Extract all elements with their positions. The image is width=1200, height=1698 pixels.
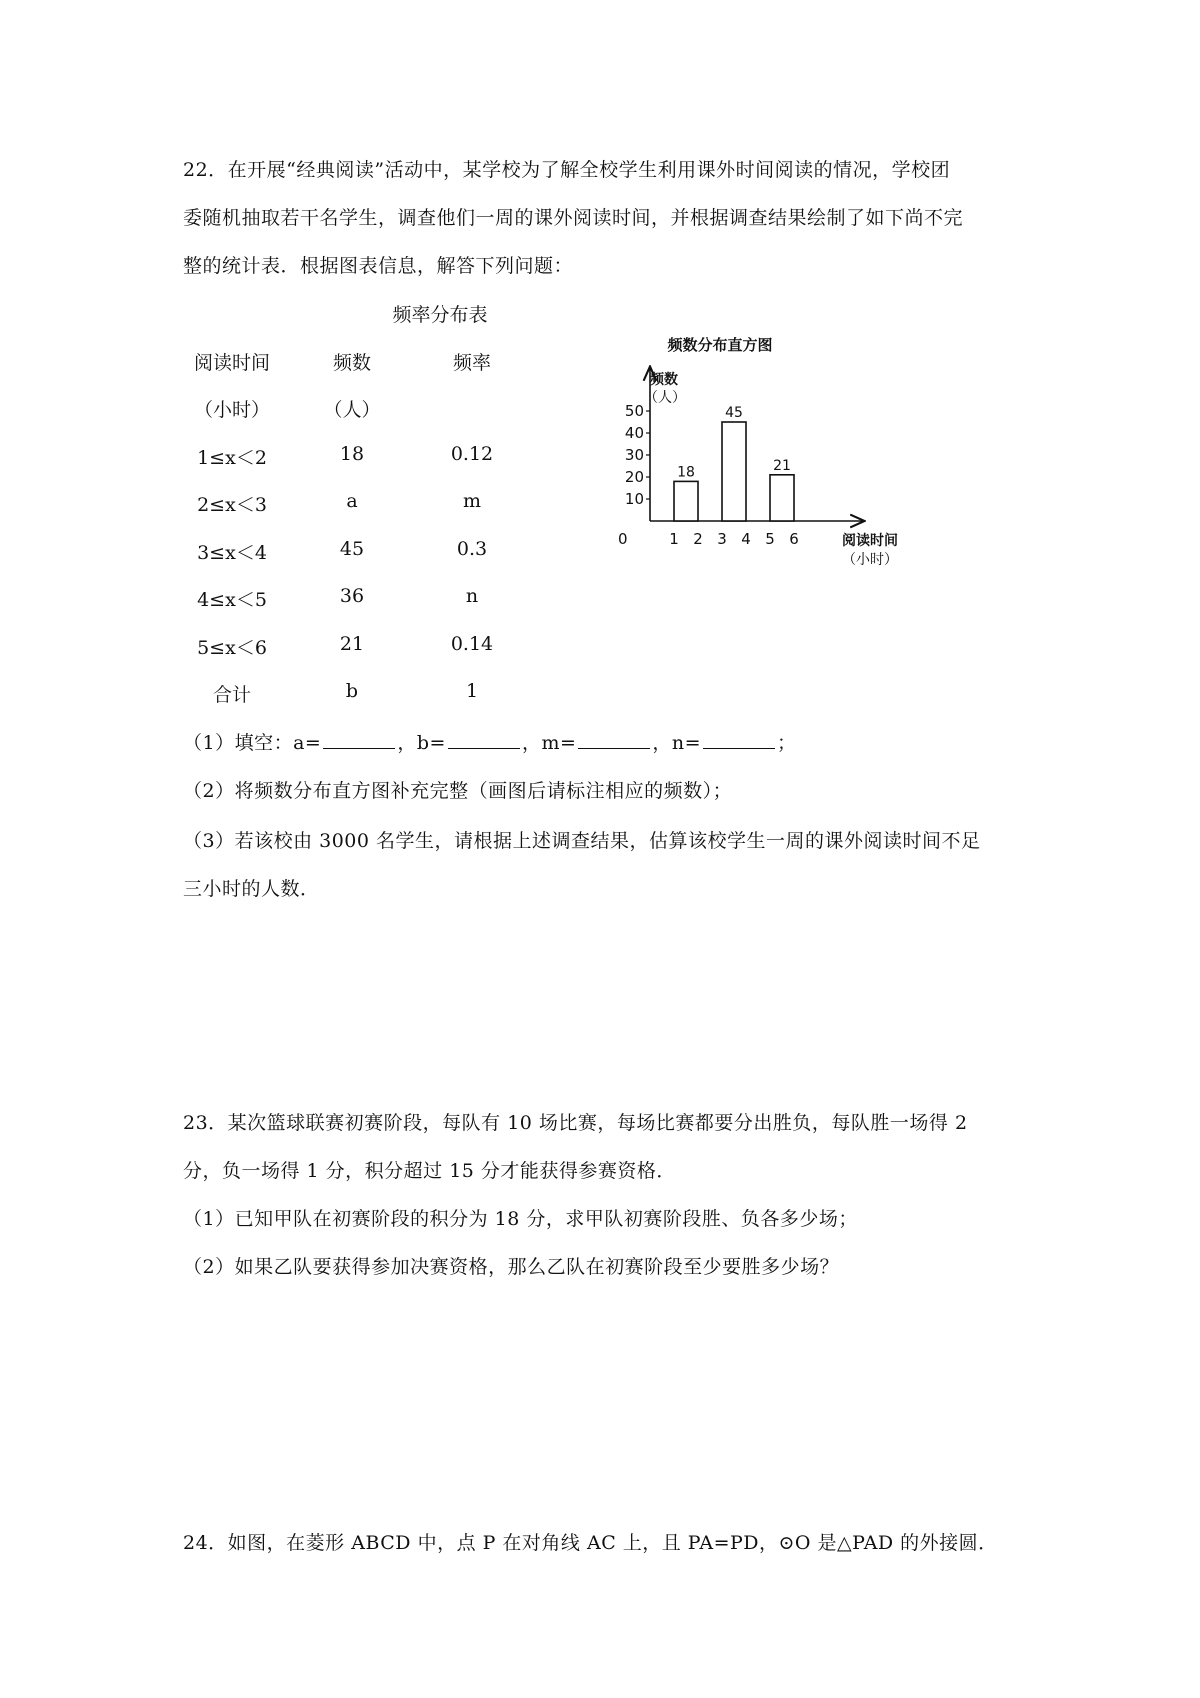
y-tick-label: 10 (624, 490, 644, 508)
table-cell: 18 (339, 443, 365, 465)
table-cell: a (346, 490, 358, 512)
q23-sub1: （1）已知甲队在初赛阶段的积分为 18 分，求甲队初赛阶段胜、负各多少场； (183, 1208, 858, 1230)
table-header-count: 频数 (332, 352, 371, 374)
sub1-prefix: （1）填空：a= (183, 732, 322, 754)
answer-blank-n[interactable] (703, 730, 775, 749)
x-axis-label: 阅读时间 (842, 533, 898, 549)
table-title: 频率分布表 (392, 304, 488, 326)
bar-value-label: 45 (725, 405, 743, 421)
table-header-freq: 频率 (452, 352, 491, 374)
table-cell: 0.3 (456, 538, 488, 560)
y-tick-label: 40 (624, 424, 644, 442)
sub1-b-label: ，b= (397, 732, 446, 754)
table-cell: 4≤x＜5 (197, 589, 267, 611)
histogram-bar (722, 422, 746, 521)
chart-title: 频数分布直方图 (667, 336, 773, 354)
y-tick-label: 50 (624, 402, 644, 420)
answer-blank-m[interactable] (578, 730, 650, 749)
y-ticks (625, 402, 650, 508)
y-axis-unit: （人） (644, 390, 686, 406)
q22-line-3: 整的统计表．根据图表信息，解答下列问题： (183, 255, 574, 277)
x-tick-label: 5 (765, 530, 775, 548)
table-cell: 45 (339, 538, 365, 560)
table-unit-count: （人） (323, 399, 381, 421)
frequency-histogram (620, 326, 920, 571)
q22-sub2: （2）将频数分布直方图补充完整（画图后请标注相应的频数）； (183, 780, 733, 802)
q22-line-1: 22．在开展“经典阅读”活动中，某学校为了解全校学生利用课外时间阅读的情况，学校团 (183, 159, 951, 181)
x-tick-label: 6 (789, 530, 799, 548)
q22-sub1 (183, 728, 797, 755)
q23-sub2: （2）如果乙队要获得参加决赛资格，那么乙队在初赛阶段至少要胜多少场？ (183, 1256, 840, 1278)
table-cell: 1≤x＜2 (197, 447, 267, 469)
q24-line-1: 24．如图，在菱形 ABCD 中，点 P 在对角线 AC 上，且 PA=PD，⊙O 是△PAD 的外接圆． (183, 1532, 998, 1554)
answer-blank-b[interactable] (448, 730, 520, 749)
x-tick-label: 2 (693, 530, 703, 548)
sub1-suffix: ； (777, 732, 797, 754)
x-tick-label: 4 (741, 530, 751, 548)
table-cell: 21 (339, 633, 365, 655)
origin-label: 0 (618, 530, 628, 548)
y-tick-label: 30 (624, 446, 644, 464)
bar-value-label: 21 (773, 457, 791, 474)
x-axis-unit: （小时） (842, 552, 898, 568)
table-cell: n (465, 585, 479, 607)
bars (674, 405, 794, 521)
q22-sub3-line-1: （3）若该校由 3000 名学生，请根据上述调查结果，估算该校学生一周的课外阅读时间不足 (183, 830, 981, 852)
table-cell: 5≤x＜6 (197, 637, 267, 659)
bar-value-label: 18 (677, 464, 695, 481)
x-ticks (669, 530, 799, 548)
table-cell: m (462, 490, 482, 512)
q22-sub3-line-2: 三小时的人数． (183, 878, 320, 900)
table-cell: 0.14 (450, 633, 494, 655)
q23-line-2: 分，负一场得 1 分，积分超过 15 分才能获得参赛资格． (183, 1160, 676, 1182)
y-axis-label: 频数 (650, 372, 678, 388)
table-cell: 36 (339, 585, 365, 607)
table-cell: b (345, 680, 359, 702)
answer-blank-a[interactable] (323, 730, 395, 749)
table-cell: 3≤x＜4 (197, 542, 267, 564)
table-header-time: 阅读时间 (193, 352, 270, 374)
table-unit-time: （小时） (193, 399, 270, 421)
table-cell: 0.12 (450, 443, 494, 465)
table-cell: 合计 (212, 684, 251, 706)
histogram-bar (674, 481, 698, 521)
table-cell: 1 (465, 680, 479, 702)
sub1-m-label: ，m= (521, 732, 577, 754)
table-cell: 2≤x＜3 (197, 494, 267, 516)
histogram-bar (770, 475, 794, 521)
q22-line-2: 委随机抽取若干名学生，调查他们一周的课外阅读时间，并根据调查结果绘制了如下尚不完 (183, 207, 964, 229)
x-tick-label: 1 (669, 530, 679, 548)
sub1-n-label: ，n= (652, 732, 702, 754)
q23-line-1: 23．某次篮球联赛初赛阶段，每队有 10 场比赛，每场比赛都要分出胜负，每队胜一场得 2 (183, 1112, 968, 1134)
y-tick-label: 20 (624, 468, 644, 486)
x-tick-label: 3 (717, 530, 727, 548)
